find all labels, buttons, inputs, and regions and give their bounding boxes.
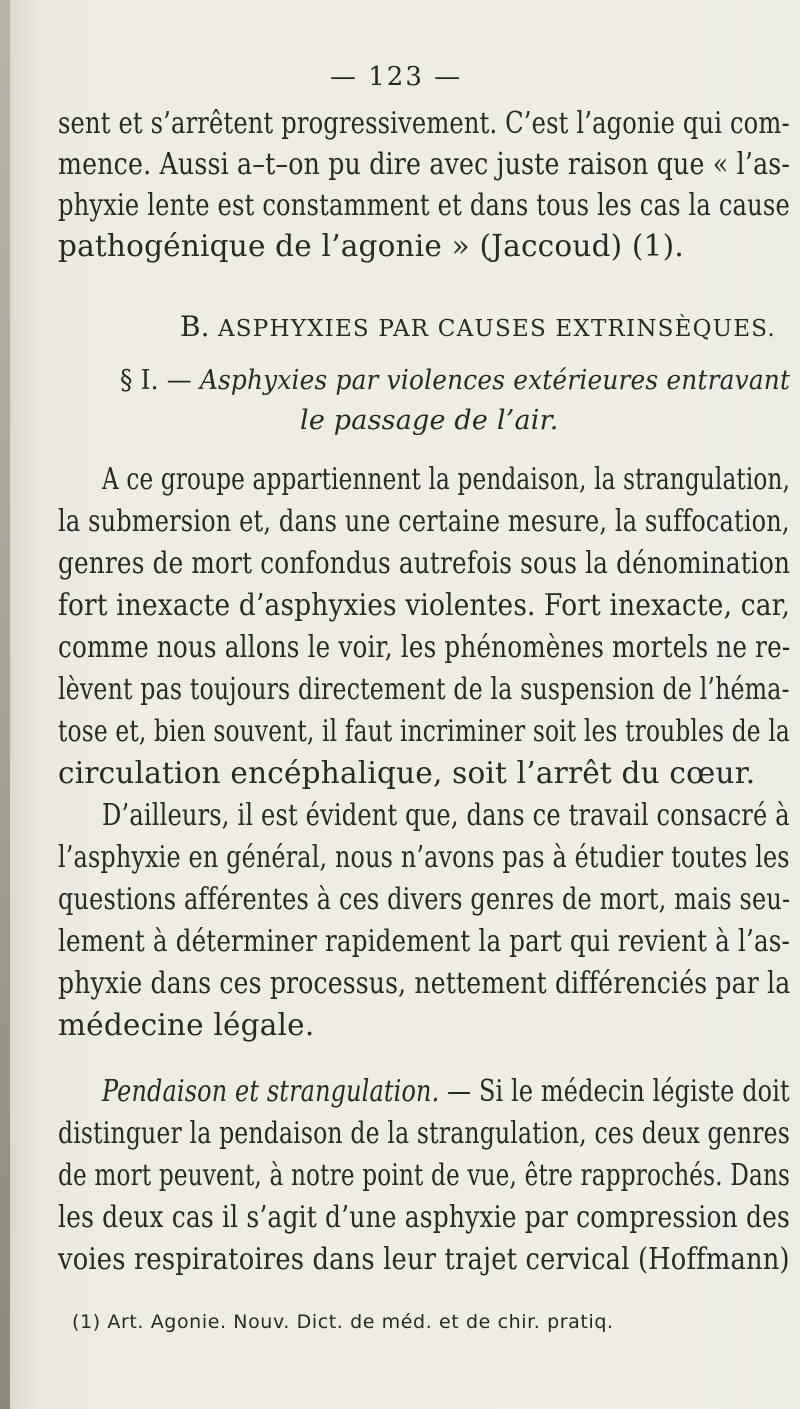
paragraph2-lead: Pendaison et strangulation. <box>102 1074 440 1108</box>
paragraph2-line-4: les deux cas il s’agit d’une asphyxie par compression des <box>58 1200 790 1234</box>
paragraph2-line-5: voies respiratoires dans leur trajet cervical (Hoffmann) <box>58 1242 790 1276</box>
paragraph2-line-1-rest: — Si le médecin légiste doit <box>439 1074 790 1108</box>
page-number: — 123 — <box>330 62 463 92</box>
paragraph1-line-1: A ce groupe appartiennent la pendaison, la strangulation, <box>102 462 791 496</box>
paragraph1-line-3: genres de mort confondus autrefois sous la dénomination <box>58 546 791 580</box>
paragraph1-line-4: fort inexacte d’asphyxies violentes. Fort inexacte, car, <box>58 588 791 622</box>
section-letter: B. <box>180 310 210 343</box>
paragraph1-line-14: médecine légale. <box>58 1008 315 1042</box>
paragraph2-line-3: de mort peuvent, à notre point de vue, être rapprochés. Dans <box>58 1158 791 1192</box>
paragraph1-line-9: D’ailleurs, il est évident que, dans ce travail consacré à <box>102 798 790 832</box>
paragraph1-line-7: tose et, bien souvent, il faut incriminer soit les troubles de la <box>58 714 791 748</box>
intro-line-1: sent et s’arrêtent progressivement. C’est l’agonie qui com- <box>58 106 790 140</box>
paragraph1-line-10: l’asphyxie en général, nous n’avons pas à étudier toutes les <box>58 840 790 874</box>
paragraph1-line-12: lement à déterminer rapidement la part qui revient à l’as- <box>58 924 791 958</box>
paragraph1-line-5: comme nous allons le voir, les phénomènes mortels ne re- <box>58 630 791 664</box>
subsection-heading-line-1 <box>120 364 790 398</box>
footnote: (1) Art. Agonie. Nouv. Dict. de méd. et de chir. pratiq. <box>72 1311 614 1333</box>
paragraph2-line-1 <box>102 1074 790 1108</box>
subsection-title: Asphyxies par violences extérieures entravant <box>199 365 791 396</box>
paragraph1-line-6: lèvent pas toujours directement de la suspension de l’héma- <box>58 672 790 706</box>
paragraph2-line-2: distinguer la pendaison de la strangulation, ces deux genres <box>58 1116 790 1150</box>
paragraph1-line-8: circulation encéphalique, soit l’arrêt du cœur. <box>58 756 756 790</box>
subsection-number: § I. — <box>120 365 192 396</box>
intro-line-4: pathogénique de l’agonie » (Jaccoud) (1). <box>58 229 684 263</box>
intro-line-2: mence. Aussi a–t–on pu dire avec juste raison que « l’as- <box>58 147 791 181</box>
paragraph1-line-13: phyxie dans ces processus, nettement différenciés par la <box>58 966 791 1000</box>
paragraph1-line-2: la submersion et, dans une certaine mesure, la suffocation, <box>58 504 790 538</box>
intro-line-3: phyxie lente est constamment et dans tous les cas la cause <box>58 188 790 222</box>
section-heading <box>180 310 776 346</box>
section-title: ASPHYXIES PAR CAUSES EXTRINSÈQUES. <box>218 316 776 342</box>
book-spine-shadow <box>0 0 10 1409</box>
paragraph1-line-11: questions afférentes à ces divers genres de mort, mais seu- <box>58 882 791 916</box>
subsection-heading-line-2: le passage de l’air. <box>300 405 559 436</box>
